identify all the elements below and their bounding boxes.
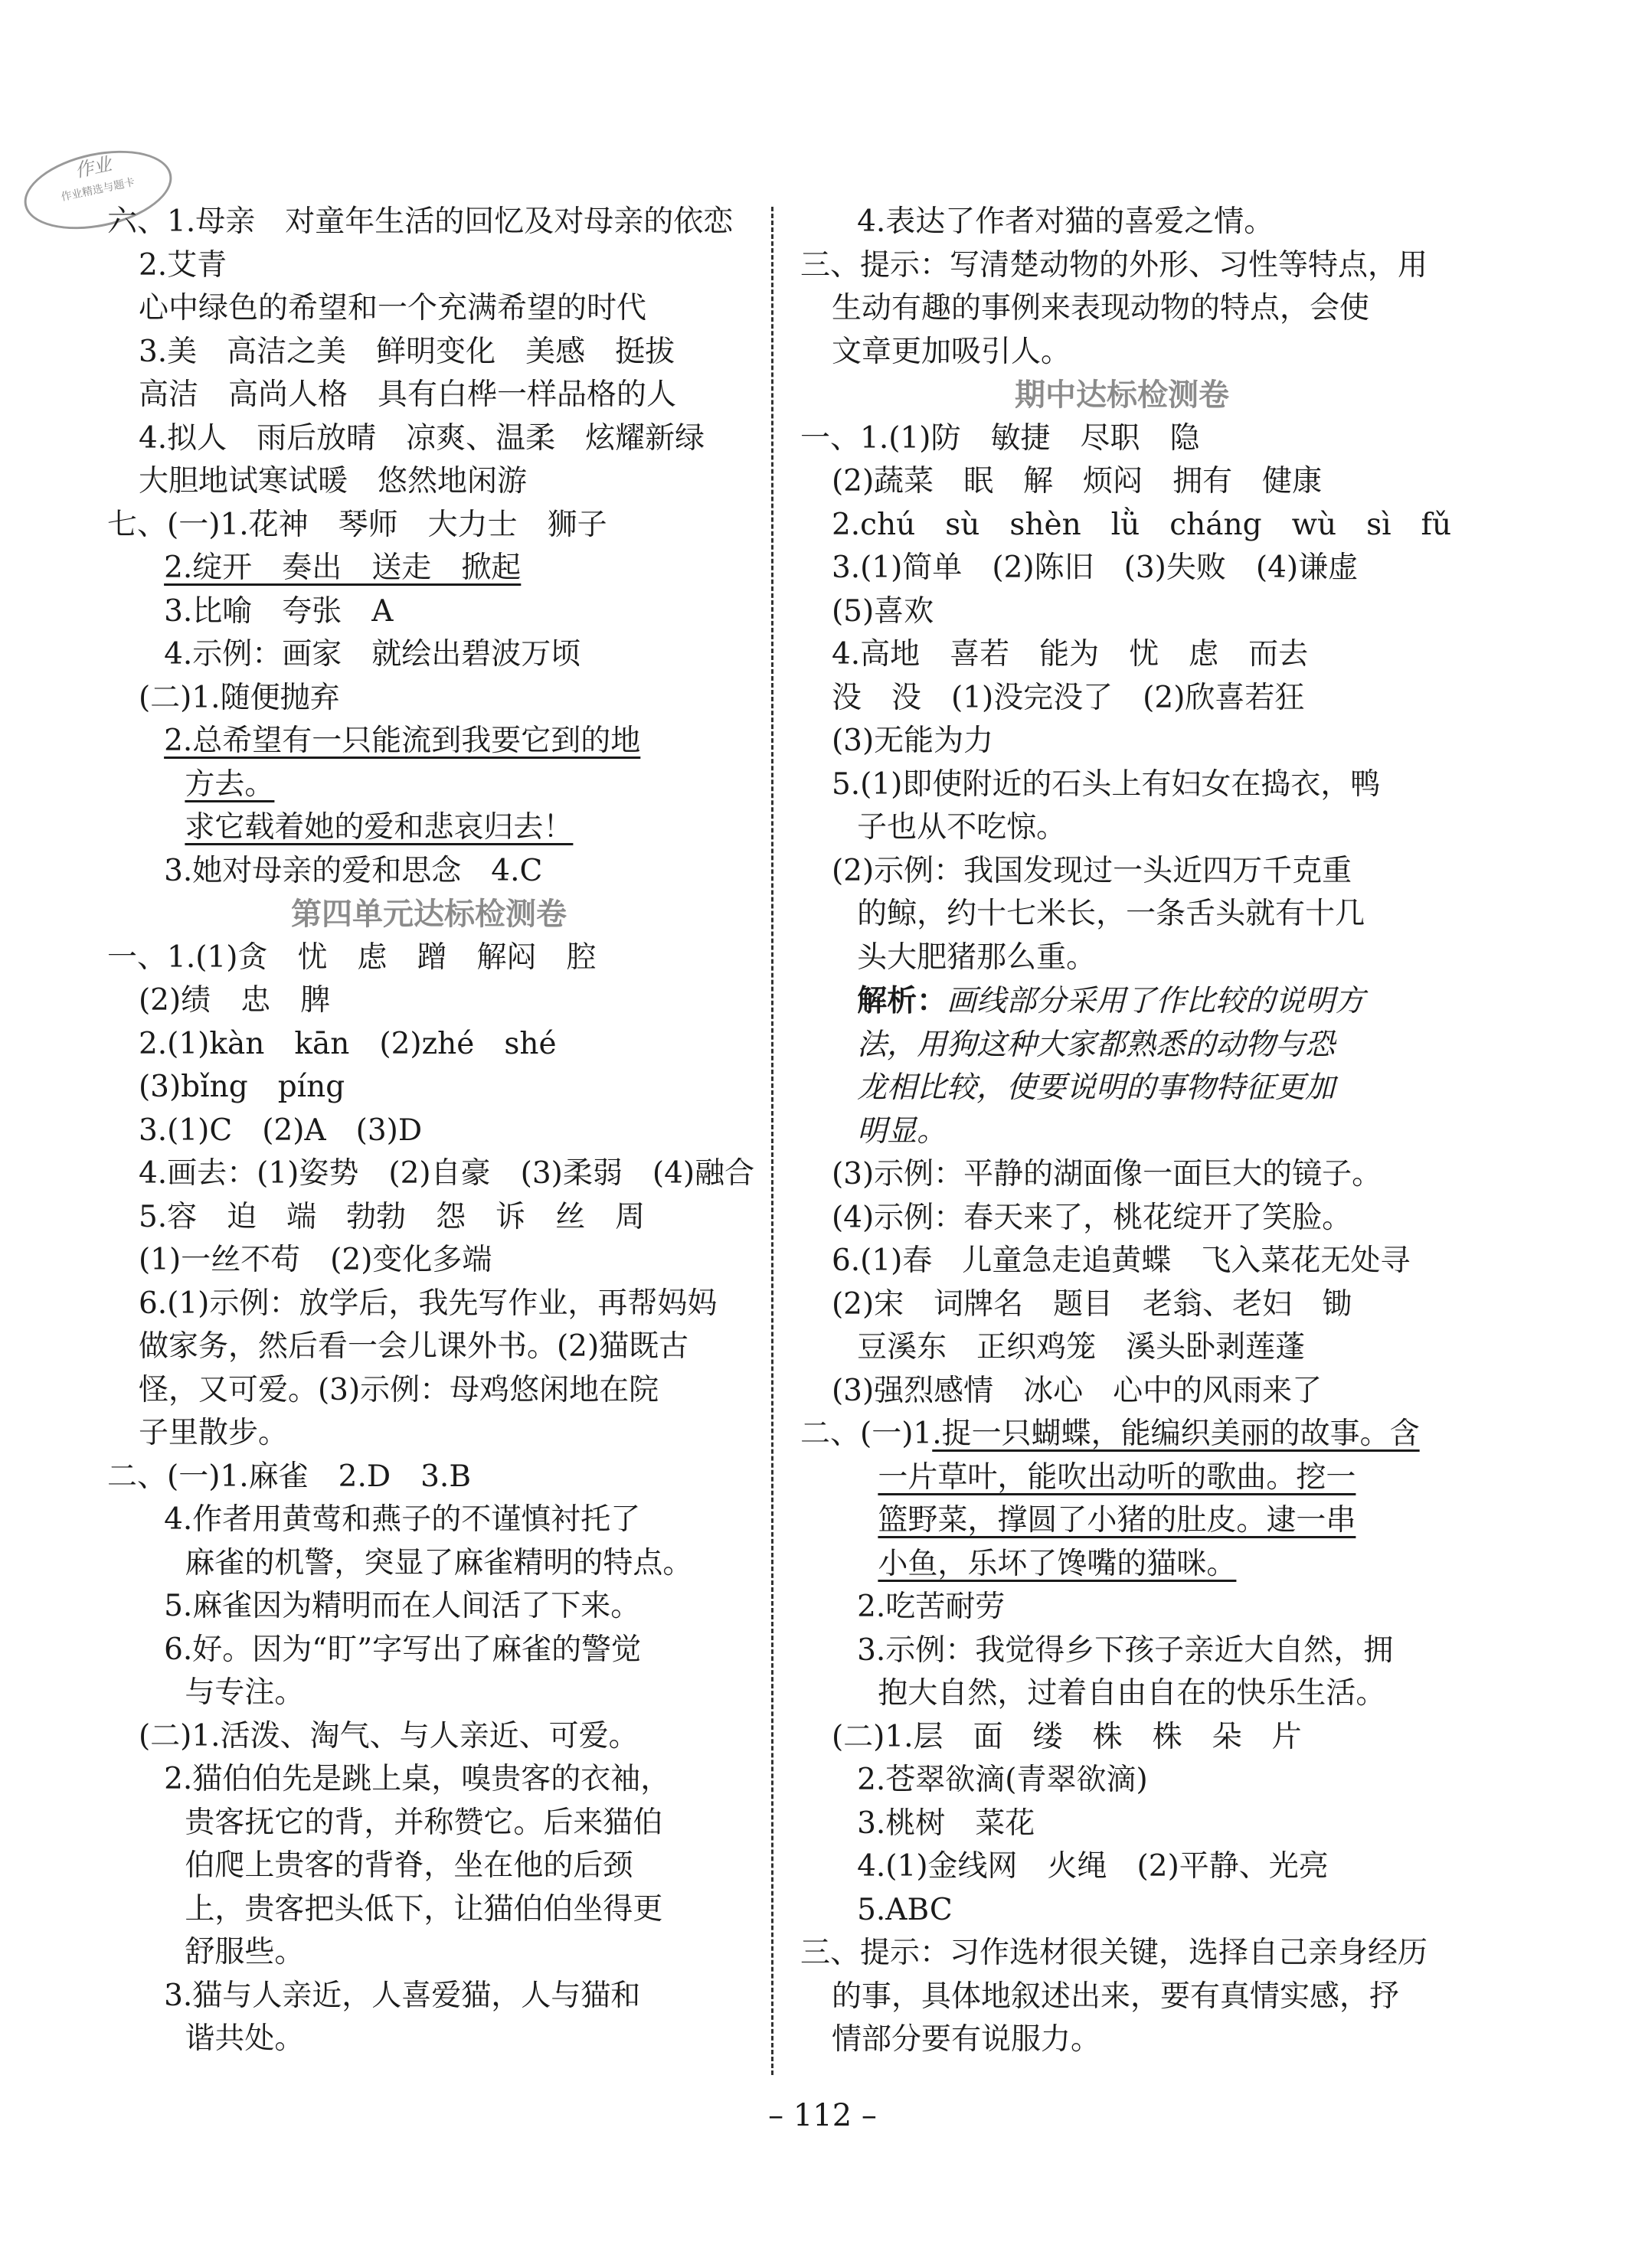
answer-line: (3)bǐng píng [138,1070,345,1104]
answer-line: 三、提示：写清楚动物的外形、习性等特点，用 [800,247,1428,283]
answer-line: 与专注。 [185,1675,305,1710]
answer-line: 抱大自然，过着自由自在的快乐生活。 [878,1676,1386,1711]
answer-line: (1)一丝不苟 (2)变化多端 [138,1243,492,1277]
answer-line: 6.(1)示例：放学后，我先写作业，再帮妈妈 [138,1286,718,1321]
answer-line: 3.桃树 菜花 [857,1806,1035,1841]
answer-line: 上，贵客把头低下，让猫伯伯坐得更 [185,1891,663,1926]
answer-line: 5.容 迫 端 勃勃 怨 诉 丝 周 [138,1199,646,1234]
answer-line: 2.苍翠欲滴(青翠欲滴) [857,1763,1148,1797]
answer-line: 6.(1)春 儿童急走追黄蝶 飞入菜花无处寻 [831,1243,1411,1278]
answer-line: 2.吃苦耐劳 [857,1590,1006,1624]
answer-line: 4.(1)金线网 火绳 (2)平静、光亮 [857,1849,1329,1884]
answer-line: 3.(1)C (2)A (3)D [138,1113,423,1148]
answer-line: 生动有趣的事例来表现动物的特点，会使 [831,291,1369,325]
answer-line: 龙相比较，使要说明的事物特征更加 [857,1070,1336,1105]
answer-line: 6.好。因为“盯”字写出了麻雀的警觉 [164,1632,642,1667]
answer-line: 5.麻雀因为精明而在人间活了下来。 [164,1589,641,1623]
answer-line: 篮野菜，撑圆了小猪的肚皮。逮一串 [878,1503,1356,1538]
answer-line: 3.美 高洁之美 鲜明变化 美感 挺拔 [138,334,675,369]
stamp-line2: 作业精选与题卡 [60,175,136,204]
answer-line: 心中绿色的希望和一个充满希望的时代 [138,291,646,325]
answer-line: 方去。 [185,766,275,802]
answer-line: 4.画去：(1)姿势 (2)自豪 (3)柔弱 (4)融合 [138,1156,755,1191]
answer-line: 大胆地试寒试暖 悠然地闲游 [138,464,527,498]
answer-line: (2)示例：我国发现过一头近四万千克重 [831,853,1352,888]
answer-line: (3)强烈感情 冰心 心中的风雨来了 [831,1373,1323,1408]
answer-line: 六、1.母亲 对童年生活的回忆及对母亲的依恋 [107,204,734,239]
answer-line: (5)喜欢 [831,593,934,629]
answer-line: 2.艾青 [138,247,227,283]
answer-line: 3.示例：我觉得乡下孩子亲近大自然，拥 [857,1632,1394,1668]
right-column [800,201,1452,2062]
answer-line: 4.高地 喜若 能为 忧 虑 而去 [831,637,1309,672]
answer-line: 情部分要有说服力。 [831,2022,1100,2057]
column-divider [771,207,773,2075]
answer-line: 一、1.(1)贪 忧 虑 蹭 解闷 腔 [107,940,597,975]
answer-line: (3)示例：平静的湖面像一面巨大的镜子。 [831,1157,1382,1191]
answer-line: 4.作者用黄莺和燕子的不谨慎衬托了 [164,1502,641,1537]
answer-line: 做家务，然后看一会儿课外书。(2)猫既古 [138,1329,689,1364]
answer-line: 的鲸，约十七米长，一条舌头就有十几 [857,897,1365,931]
answer-line: (二)1.随便抛弃 [138,680,340,715]
answer-line: 舒服些。 [185,1935,305,1969]
answer-line: (二)1.活泼、淘气、与人亲近、可爱。 [138,1718,639,1753]
section-title: 期中达标检测卷 [1015,377,1229,413]
answer-line: 贵客抚它的背，并称赞它。后来猫伯 [185,1805,663,1840]
answer-line: 子里散步。 [138,1416,288,1450]
answer-line: 谐共处。 [185,2021,305,2056]
answer-line: 二、(一)1.捉一只蝴蝶，能编织美丽的故事。含 [800,1417,1420,1451]
answer-line: 一、1.(1)防 敏捷 尽职 隐 [800,420,1200,456]
answer-line: 明显。 [857,1113,947,1149]
answer-line: 头大肥猪那么重。 [857,940,1097,975]
answer-line: 5.(1)即使附近的石头上有妇女在捣衣，鸭 [831,766,1381,802]
answer-line: 3.比喻 夸张 A [164,593,394,629]
answer-line: 法，用狗这种大家都熟悉的动物与恐 [857,1027,1336,1062]
left-column [107,201,755,2061]
answer-line: 3.她对母亲的爱和思念 4.C [164,853,543,888]
answer-line: 4.示例：画家 就绘出碧波万顷 [164,637,581,672]
answer-line: 小鱼，乐坏了馋嘴的猫咪。 [878,1546,1237,1581]
answer-line: (2)宋 词牌名 题目 老翁、老妇 锄 [831,1286,1352,1322]
answer-line: (二)1.层 面 缕 株 株 朵 片 [831,1719,1302,1754]
answer-line: 4.拟人 雨后放晴 凉爽、温柔 炫耀新绿 [138,420,705,456]
answer-line: (2)绩 忠 脾 [138,983,331,1018]
answer-line: 豆溪东 正织鸡笼 溪头卧剥莲蓬 [857,1330,1306,1364]
answer-line: 七、(一)1.花神 琴师 大力士 狮子 [107,507,607,542]
answer-line: 2.绽开 奏出 送走 掀起 [164,551,522,585]
answer-line: 高洁 高尚人格 具有白桦一样品格的人 [138,377,676,412]
answer-line: 3.(1)简单 (2)陈旧 (3)失败 (4)谦虚 [831,551,1359,585]
answer-line: 2.猫伯伯先是跳上桌，嗅贵客的衣袖， [164,1762,671,1796]
stamp-line1: 作业 [73,152,114,182]
answer-line: 2.总希望有一只能流到我要它到的地 [164,724,641,758]
answer-line: 一片草叶，能吹出动听的歌曲。挖一 [878,1459,1356,1495]
answer-line: 解析：画线部分采用了作比较的说明方 [857,983,1365,1018]
answer-line: 2.(1)kàn kān (2)zhé shé [138,1026,557,1061]
analysis-label: 解析： [857,983,947,1018]
answer-line: 子也从不吃惊。 [857,810,1067,845]
answer-line: (2)蔬菜 眠 解 烦闷 拥有 健康 [831,464,1323,498]
answer-line: 没 没 (1)没完没了 (2)欣喜若狂 [831,680,1305,715]
answer-line: 二、(一)1.麻雀 2.D 3.B [107,1459,471,1494]
answer-line: 的事，具体地叙述出来，要有真情实感，抒 [831,1979,1399,2014]
answer-line: 5.ABC [857,1892,953,1927]
answer-line: 3.猫与人亲近，人喜爱猫，人与猫和 [164,1978,641,2013]
section-title: 第四单元达标检测卷 [291,897,567,932]
page-number: – 112 – [768,2098,877,2133]
answer-line: 伯爬上贵客的背脊，坐在他的后颈 [185,1848,633,1883]
answer-line: (4)示例：春天来了，桃花绽开了笑脸。 [831,1200,1352,1235]
answer-line: 怪，又可爱。(3)示例：母鸡悠闲地在院 [138,1372,659,1407]
answer-line: 4.表达了作者对猫的喜爱之情。 [857,204,1274,239]
answer-line: 麻雀的机警，突显了麻雀精明的特点。 [185,1545,693,1580]
answer-line: 三、提示：习作选材很关键，选择自己亲身经历 [800,1936,1428,1970]
answer-line: 文章更加吸引人。 [831,334,1071,369]
answer-line: 求它载着她的爱和悲哀归去！ [185,810,574,845]
answer-line: 2.chú sù shèn lǜ cháng wù sì fǔ [831,507,1452,542]
answer-line: (3)无能为力 [831,724,994,758]
